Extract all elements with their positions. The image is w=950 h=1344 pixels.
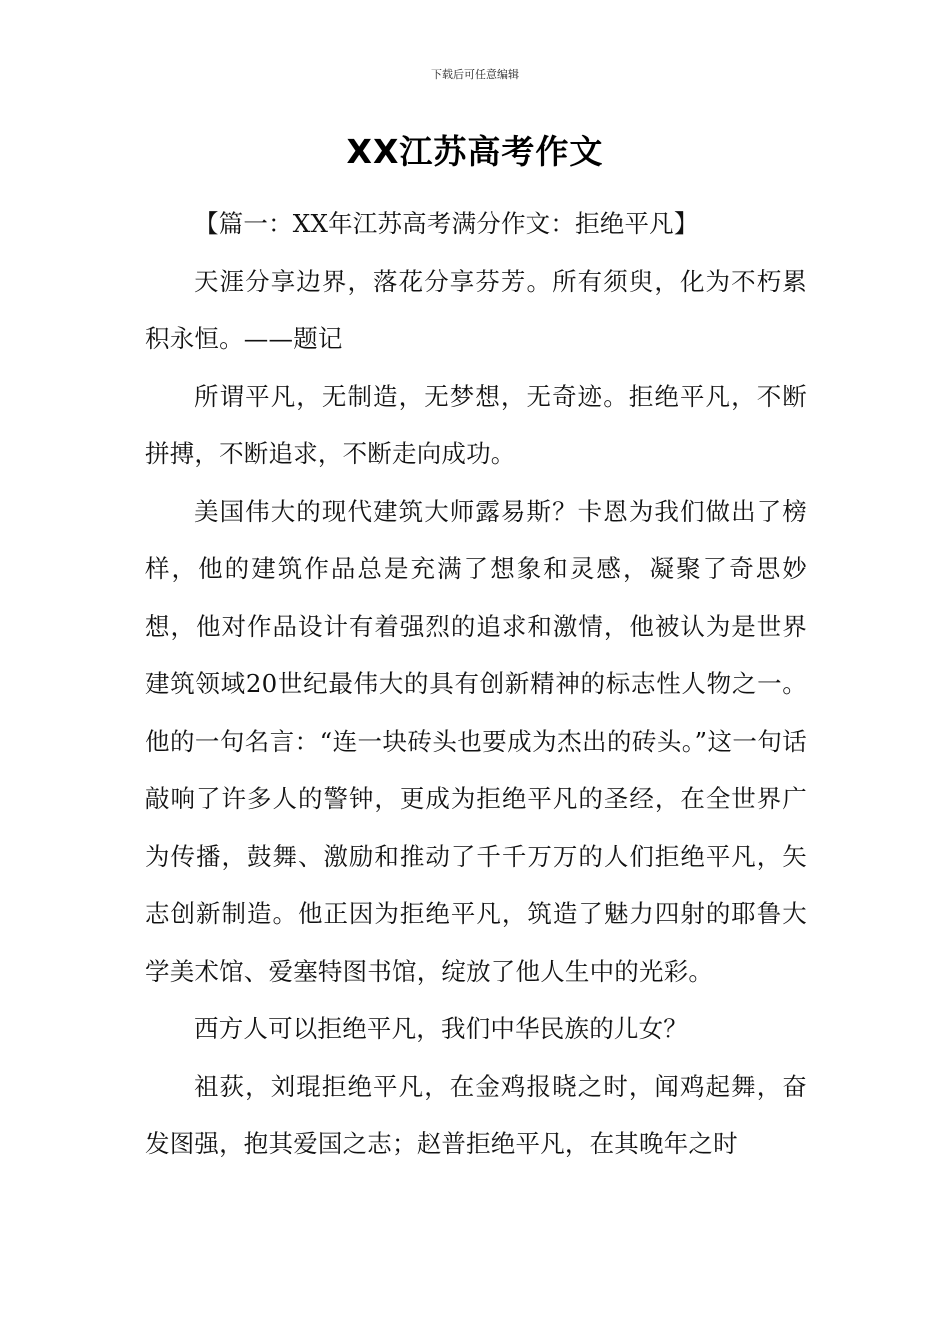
paragraph: 祖荻，刘琨拒绝平凡，在金鸡报晓之时，闻鸡起舞，奋发图强，抱其爱国之志；赵普拒绝平凡，在其晚年之时 bbox=[145, 1071, 807, 1158]
paragraph: 所谓平凡，无制造，无梦想，无奇迹。拒绝平凡，不断拼搏，不断追求，不断走向成功。 bbox=[145, 381, 807, 468]
document-title: XX江苏高考作文 bbox=[346, 132, 604, 171]
paragraph: 西方人可以拒绝平凡，我们中华民族的儿女？ bbox=[194, 1014, 688, 1043]
paragraph: 天涯分享边界，落花分享芬芳。所有须臾，化为不朽累积永恒。——题记 bbox=[145, 266, 807, 353]
document-body bbox=[145, 195, 807, 1173]
paragraph: 美国伟大的现代建筑大师露易斯？卡恩为我们做出了榜样，他的建筑作品总是充满了想象和灵感，凝聚了奇思妙想，他对作品设计有着强烈的追求和激情，他被认为是世界建筑领域20世纪最伟大的具有创新精神的标志性人物之一。他的一句名言：“连一块砖头也要成为杰出的砖头。”这一句话敲响了许多人的警钟，更成为拒绝平凡的圣经，在全世界广为传播，鼓舞、激励和推动了千千万万的人们拒绝平凡，矢志创新制造。他正因为拒绝平凡，筑造了魅力四射的耶鲁大学美术馆、爱塞特图书馆，绽放了他人生中的光彩。 bbox=[145, 496, 807, 986]
header-note: 下载后可任意编辑 bbox=[431, 68, 519, 81]
chapter-heading: 【篇一：XX年江苏高考满分作文：拒绝平凡】 bbox=[194, 209, 699, 238]
